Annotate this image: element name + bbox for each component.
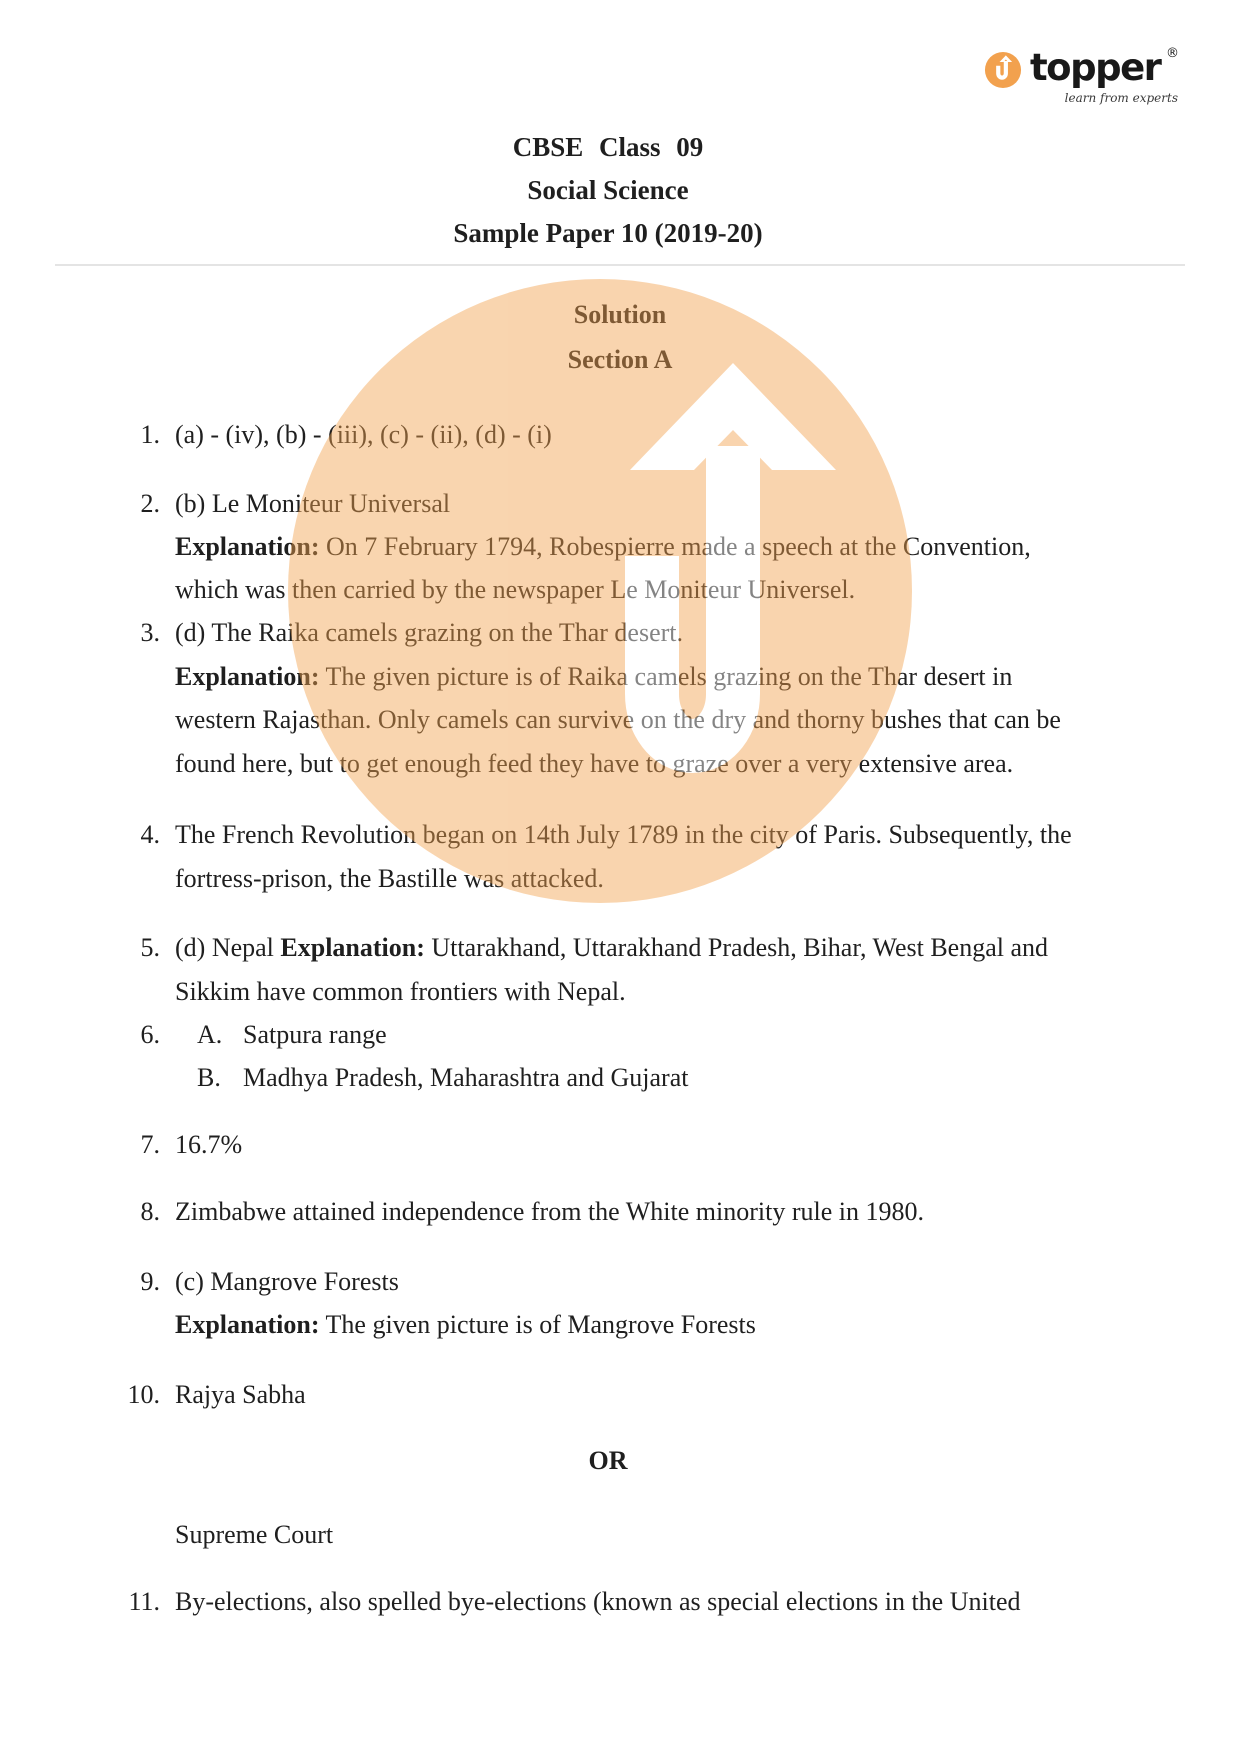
item-number: 1.: [140, 420, 160, 449]
item-number: 7.: [140, 1130, 160, 1159]
item-number: 5.: [140, 933, 160, 962]
alternate-answer: [175, 1518, 333, 1551]
solution-heading: Solution: [573, 300, 667, 329]
answer-text: Supreme Court: [175, 1520, 334, 1549]
answer-text: On 7 February 1794, Robespierre made a speech at the Convention,: [319, 532, 1031, 561]
logo-tagline: learn from experts: [1064, 91, 1178, 105]
document-title-block: [0, 126, 1216, 255]
utopper-logo: [984, 44, 1184, 106]
item-number: 10.: [127, 1380, 160, 1409]
answer-text: western Rajasthan. Only camels can survive on the dry and thorny bushes that can be: [175, 705, 1061, 734]
answer-text: Sikkim have common frontiers with Nepal.: [175, 977, 626, 1006]
answer-line-q5: [140, 931, 1049, 964]
answer-text: Madhya Pradesh, Maharashtra and Gujarat: [243, 1063, 689, 1092]
answer-line-q3-expl-1: [175, 660, 1012, 693]
answer-line-q10: [127, 1378, 306, 1411]
answer-line-q5-2: [175, 975, 626, 1008]
explanation-label: Explanation:: [175, 532, 320, 561]
answer-line-q9: [140, 1265, 399, 1298]
answer-line-q6-a: [140, 1018, 387, 1051]
answer-line-q4-2: [175, 862, 604, 895]
answer-text: Zimbabwe attained independence from the White minority rule in 1980.: [175, 1197, 924, 1226]
answer-text: The given picture is of Raika camels grazing on the Thar desert in: [319, 662, 1013, 691]
answer-line-q2: [140, 487, 451, 520]
answer-line-q2-expl-2: [175, 573, 855, 606]
answer-text: By-elections, also spelled bye-elections (known as special elections in the United: [175, 1587, 1021, 1616]
answer-text: which was then carried by the newspaper Le Moniteur Universel.: [175, 575, 856, 604]
item-number: 2.: [140, 489, 160, 518]
answer-line-q1: [140, 418, 552, 451]
answer-line-q3: [140, 616, 684, 649]
answer-line-q6-b: [175, 1061, 688, 1094]
explanation-label: Explanation:: [280, 933, 425, 962]
answer-text: found here, but to get enough feed they have to graze over a very extensive area.: [175, 749, 1014, 778]
answer-text: (a) - (iv), (b) - (iii), (c) - (ii), (d) - (i): [175, 420, 552, 449]
answer-text: The French Revolution began on 14th July 1789 in the city of Paris. Subsequently, the: [175, 820, 1072, 849]
explanation-label: Explanation:: [175, 1310, 320, 1339]
logo-wordmark: topper: [1030, 46, 1161, 89]
answer-line-q11: [128, 1585, 1021, 1618]
sub-item-label: A.: [197, 1020, 223, 1049]
header-divider: [55, 264, 1185, 266]
registered-mark: ®: [1166, 46, 1179, 61]
answer-text: Satpura range: [243, 1020, 387, 1049]
answer-line-q2-expl-1: [175, 530, 1031, 563]
item-number: 3.: [140, 618, 160, 647]
title-class: CBSE Class 09: [512, 132, 704, 162]
item-number: 8.: [140, 1197, 160, 1226]
sub-item-label: B.: [197, 1063, 221, 1092]
item-number: 6.: [140, 1020, 160, 1049]
title-paper: Sample Paper 10 (2019-20): [453, 218, 763, 248]
answer-line-q3-expl-3: [175, 747, 1013, 780]
answer-line-q9-expl: [175, 1308, 756, 1341]
answer-text: Uttarakhand, Uttarakhand Pradesh, Bihar, West Bengal and: [424, 933, 1049, 962]
answer-line-q3-expl-2: [175, 703, 1061, 736]
item-number: 9.: [140, 1267, 160, 1296]
explanation-label: Explanation:: [175, 662, 320, 691]
answer-text: (d) Nepal: [175, 933, 281, 962]
or-separator: OR: [588, 1446, 628, 1475]
item-number: 4.: [140, 820, 160, 849]
answer-text: Rajya Sabha: [175, 1380, 306, 1409]
answer-text: 16.7%: [175, 1130, 243, 1159]
section-a-heading: Section A: [567, 345, 673, 374]
answer-text: fortress-prison, the Bastille was attacked.: [175, 864, 604, 893]
item-number: 11.: [128, 1587, 160, 1616]
title-subject: Social Science: [527, 175, 689, 205]
answer-line-q4: [140, 818, 1072, 851]
utopper-u-arrow-icon: [984, 51, 1022, 89]
answer-text: (d) The Raika camels grazing on the Thar desert.: [175, 618, 684, 647]
answer-line-q8: [140, 1195, 924, 1228]
answer-text: The given picture is of Mangrove Forests: [319, 1310, 756, 1339]
answer-text: (b) Le Moniteur Universal: [175, 489, 451, 518]
answer-line-q7: [140, 1128, 243, 1161]
answer-text: (c) Mangrove Forests: [175, 1267, 399, 1296]
